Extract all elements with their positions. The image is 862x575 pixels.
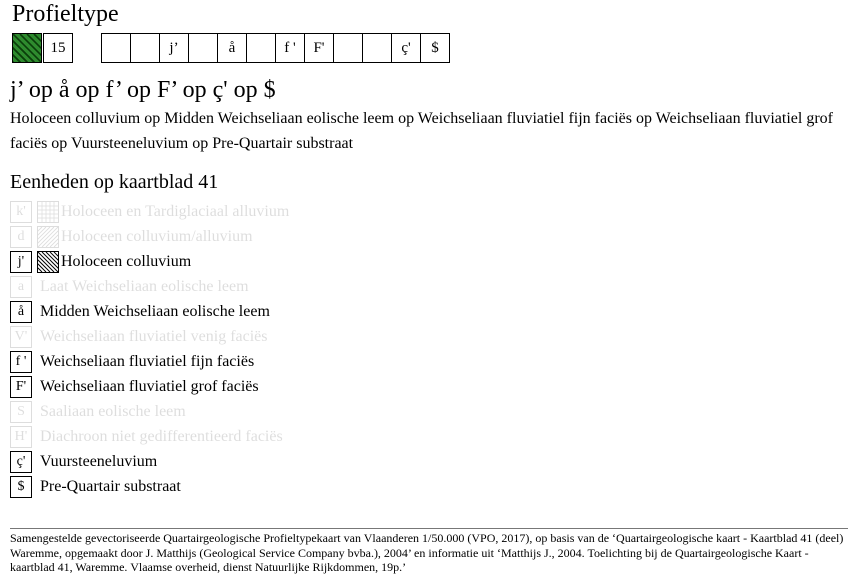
legend-label: Diachroon niet gedifferentieerd faciës: [40, 428, 283, 445]
profile-strip-cell: [362, 33, 392, 63]
legend-label: Weichseliaan fluviatiel fijn faciës: [40, 353, 255, 370]
profile-strip-cell: [246, 33, 276, 63]
legend-code: F': [10, 376, 32, 398]
profile-strip-cell: j’: [159, 33, 189, 63]
legend-label: Pre-Quartair substraat: [40, 478, 181, 495]
legend-label: Holoceen colluvium: [61, 253, 192, 270]
page-title: Profieltype: [12, 1, 119, 27]
legend-code: V': [10, 326, 32, 348]
legend-code: j': [10, 251, 32, 273]
legend-code: S: [10, 401, 32, 423]
profile-strip-cell: [188, 33, 218, 63]
legend-label: Laat Weichseliaan eolische leem: [40, 278, 249, 295]
divider: [10, 528, 848, 529]
profile-count: 15: [43, 33, 73, 63]
profile-color-swatch: [12, 33, 42, 63]
footnote: Samengestelde gevectoriseerde Quartairgeologische Profieltypekaart van Vlaanderen 1/50.000 (VPO, 2017), op basis van de ‘Quartairgeologische kaart - Kaartblad 41 (deel) Waremme, opgemaakt door J. Matthijs (Geological Service Company bvba.), 2004’ en informatie uit ‘Matthijs J., 2004. Toelichting bij de Quartairgeologische Kaart - kaartblad 41, Waremme. Vlaamse overheid, dienst Natuurlijke Rijkdommen, 19p.’: [10, 531, 844, 574]
legend-code: k': [10, 201, 32, 223]
profile-heading: j’ op å op f’ op F’ op ç' op $: [10, 77, 276, 103]
legend-code: d: [10, 226, 32, 248]
legend-label: Midden Weichseliaan eolische leem: [40, 303, 270, 320]
profile-strip-cell: [101, 33, 131, 63]
grid-icon: [37, 201, 59, 223]
profile-strip-cell: f ': [275, 33, 305, 63]
legend-code: f ': [10, 351, 32, 373]
legend-label: Weichseliaan fluviatiel venig faciës: [40, 328, 268, 345]
legend-label: Holoceen colluvium/alluvium: [61, 228, 253, 245]
legend-label: Weichseliaan fluviatiel grof faciës: [40, 378, 259, 395]
profile-strip-cell: [130, 33, 160, 63]
legend-code: a: [10, 276, 32, 298]
legend-label: Holoceen en Tardiglaciaal alluvium: [61, 203, 290, 220]
profile-strip-cell: F': [304, 33, 334, 63]
legend-label: Saaliaan eolische leem: [40, 403, 186, 420]
legend-code: å: [10, 301, 32, 323]
hatch-forward-icon: [37, 226, 59, 248]
legend-code: $: [10, 476, 32, 498]
profile-strip-cell: å: [217, 33, 247, 63]
legend-code: ç': [10, 451, 32, 473]
legend-title: Eenheden op kaartblad 41: [10, 171, 219, 193]
hatch-back-icon: [37, 251, 59, 273]
profile-description: Holoceen colluvium op Midden Weichseliaan eolische leem op Weichseliaan fluviatiel fijn faciës op Weichseliaan fluviatiel grof faciës op Vuursteeneluvium op Pre-Quartair substraat: [10, 110, 833, 152]
legend-code: H': [10, 426, 32, 448]
green-hatch-icon: [13, 34, 41, 62]
profile-strip-cell: [333, 33, 363, 63]
profile-strip-cell: $: [420, 33, 450, 63]
profile-strip-cell: ç': [391, 33, 421, 63]
legend-label: Vuursteeneluvium: [40, 453, 158, 470]
